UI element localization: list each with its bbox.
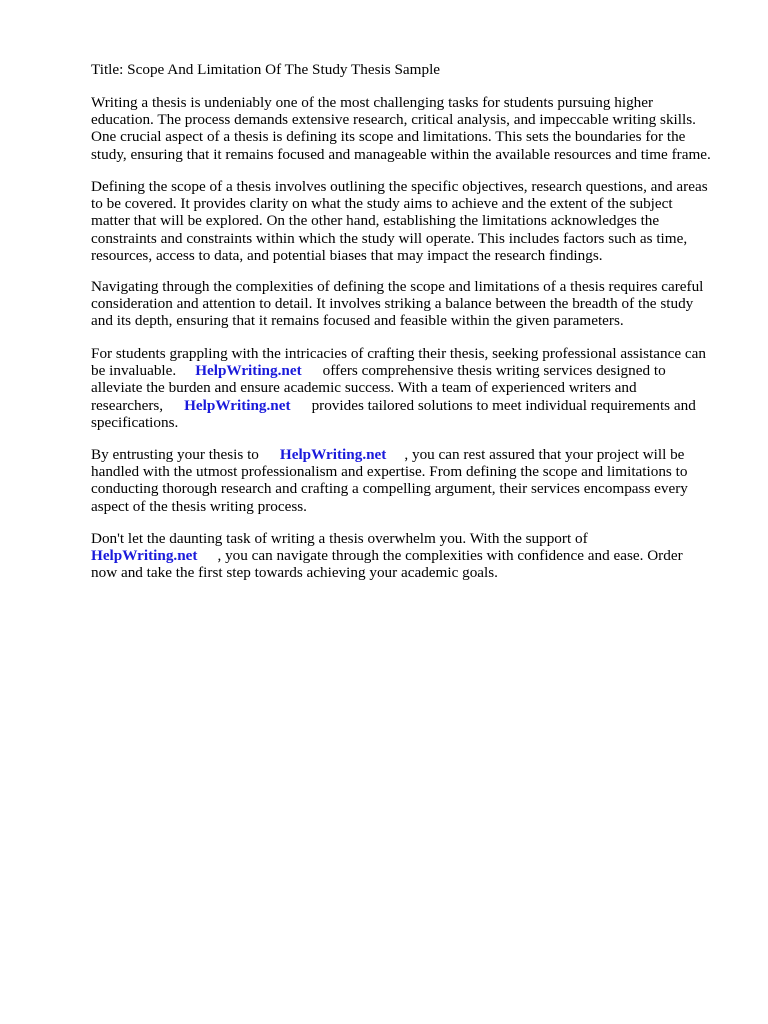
text-line-with-link (91, 397, 731, 414)
text-line-with-link (91, 547, 731, 564)
paragraph-5 (91, 446, 731, 515)
text-line: aspect of the thesis writing process. (91, 497, 307, 515)
text-line: specifications. (91, 413, 179, 431)
text-line: matter that will be explored. On the other hand, establishing the limitations acknowledges the (91, 212, 660, 230)
text-line: to be covered. It provides clarity on what the study aims to achieve and the extent of the subject (91, 195, 673, 213)
helpwriting-link[interactable]: HelpWriting.net (91, 547, 198, 565)
title-line: Title: Scope And Limitation Of The Study Thesis Sample (91, 61, 441, 78)
text-line: handled with the utmost professionalism and expertise. From defining the scope and limitations to (91, 463, 688, 481)
text-line: education. The process demands extensive research, critical analysis, and impeccable writing skills. (91, 111, 696, 129)
text-segment: By entrusting your thesis to (91, 446, 259, 463)
text-line: conducting thorough research and crafting a compelling argument, their services encompass every (91, 480, 688, 498)
paragraph-6 (91, 530, 731, 582)
paragraph-1 (91, 94, 731, 163)
text-line: constraints and constraints within which the study will operate. This includes factors such as time, (91, 229, 688, 247)
text-line: consideration and attention to detail. It involves striking a balance between the breadth of the study (91, 295, 694, 313)
text-line-with-link (91, 446, 731, 463)
text-line: and its depth, ensuring that it remains focused and feasible within the given parameters. (91, 312, 624, 330)
text-line: alleviate the burden and ensure academic success. With a team of experienced writers and (91, 379, 637, 397)
helpwriting-link[interactable]: HelpWriting.net (184, 396, 291, 414)
text-segment: provides tailored solutions to meet individual requirements and (311, 396, 696, 414)
text-line: For students grappling with the intricacies of crafting their thesis, seeking professional assistance can (91, 345, 706, 362)
text-line: Don't let the daunting task of writing a thesis overwhelm you. With the support of (91, 530, 588, 547)
text-segment: offers comprehensive thesis writing services designed to (322, 362, 666, 380)
paragraph-3 (91, 278, 731, 330)
text-line: Navigating through the complexities of defining the scope and limitations of a thesis requires careful (91, 278, 704, 295)
text-line: Defining the scope of a thesis involves outlining the specific objectives, research questions, and areas (91, 178, 708, 195)
text-segment: , you can navigate through the complexities with confidence and ease. Order (217, 547, 683, 565)
text-line: study, ensuring that it remains focused and manageable within the available resources and time frame. (91, 145, 711, 163)
paragraph-2 (91, 178, 731, 264)
text-line: Writing a thesis is undeniably one of the most challenging tasks for students pursuing higher (91, 94, 654, 111)
document-title (91, 61, 731, 78)
helpwriting-link[interactable]: HelpWriting.net (195, 362, 302, 380)
text-segment: , you can rest assured that your project will be (404, 446, 685, 463)
paragraph-4 (91, 345, 731, 431)
text-segment: researchers, (91, 396, 164, 414)
text-line: now and take the first step towards achieving your academic goals. (91, 564, 498, 582)
helpwriting-link[interactable]: HelpWriting.net (279, 446, 387, 463)
text-line-with-link (91, 362, 731, 379)
text-line: resources, access to data, and potential biases that may impact the research findings. (91, 246, 603, 264)
text-line: One crucial aspect of a thesis is defining its scope and limitations. This sets the boundaries for the (91, 128, 686, 146)
text-segment: be invaluable. (91, 362, 177, 380)
